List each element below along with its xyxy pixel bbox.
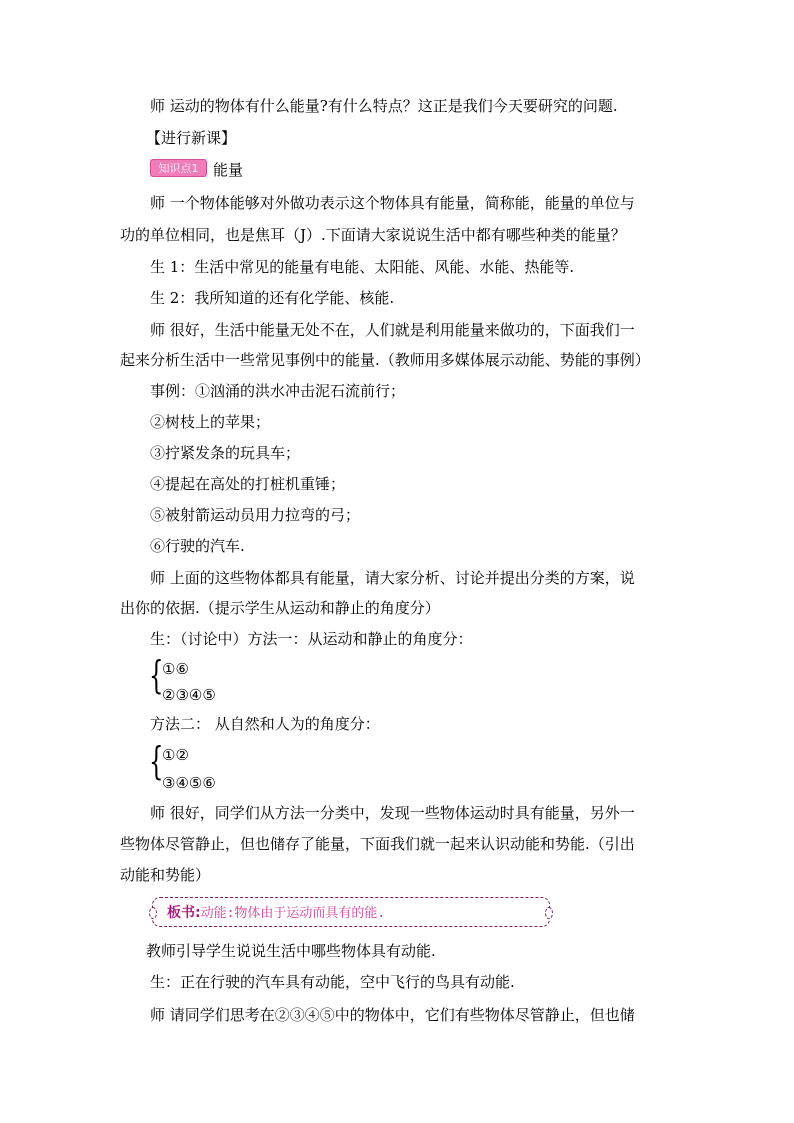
group-item: ③④⑤⑥ [162, 774, 216, 792]
section-heading-new-lesson: 【进行新课】 [146, 129, 237, 147]
method-one-line: 生：（讨论中）方法一：从运动和静止的角度分： [150, 630, 473, 648]
blackboard-text: 动能:物体由于运动而具有的能. [200, 906, 386, 921]
example-item: 事例：①汹涌的洪水冲击泥石流前行； [150, 382, 406, 400]
paragraph-line: 动能和势能） [120, 866, 211, 884]
paragraph-line: 师 上面的这些物体都具有能量，请大家分析、讨论并提出分类的方案，说 [150, 569, 635, 587]
method-two-line: 方法二： 从自然和人为的角度分： [150, 715, 380, 733]
example-item: ③拧紧发条的玩具车； [150, 444, 301, 462]
group-item: ①⑥ [162, 660, 189, 678]
brace-icon: { [149, 739, 164, 783]
knowledge-point-badge: 知识点1 [150, 159, 207, 177]
example-item: ②树枝上的苹果； [150, 413, 271, 431]
paragraph-line: 些物体尽管静止，但也储存了能量，下面我们就一起来认识动能和势能.（引出 [120, 835, 635, 853]
paragraph-line: 生：正在行驶的汽车具有动能，空中飞行的鸟具有动能. [150, 973, 515, 991]
paragraph-line: 师 很好，同学们从方法一分类中，发现一些物体运动时具有能量，另外一 [150, 804, 635, 822]
brace-icon: { [149, 653, 164, 697]
example-item: ④提起在高处的打桩机重锤； [150, 475, 346, 493]
paragraph-line: 教师引导学生说说生活中哪些物体具有动能. [146, 942, 436, 960]
paragraph-line: 功的单位相同，也是焦耳（J）.下面请大家说说生活中都有哪些种类的能量？ [120, 226, 626, 244]
blackboard-label: 板书: [167, 905, 201, 921]
scroll-cap-icon [545, 907, 553, 919]
intro-question: 师 运动的物体有什么能量?有什么特点？这正是我们今天要研究的问题. [150, 97, 618, 115]
paragraph-line: 生 1：生活中常见的能量有电能、太阳能、风能、水能、热能等. [150, 258, 575, 276]
example-item: ⑤被射箭运动员用力拉弯的弓； [150, 506, 361, 524]
group-item: ①② [162, 746, 189, 764]
example-item: ⑥行驶的汽车. [150, 537, 245, 555]
blackboard-note [167, 903, 385, 924]
knowledge-point-title: 能量 [213, 161, 244, 179]
blackboard-note-box [152, 897, 550, 927]
scroll-cap-icon [149, 907, 157, 919]
paragraph-line: 师 很好，生活中能量无处不在，人们就是利用能量来做功的，下面我们一 [150, 321, 635, 339]
paragraph-line: 生 2：我所知道的还有化学能、核能. [150, 289, 395, 307]
paragraph-line: 师 一个物体能够对外做功表示这个物体具有能量，简称能，能量的单位与 [150, 194, 635, 212]
paragraph-line: 师 请同学们思考在②③④⑤中的物体中，它们有些物体尽管静止，但也储 [150, 1006, 635, 1024]
group-item: ②③④⑤ [162, 686, 216, 704]
paragraph-line: 起来分析生活中一些常见事例中的能量.（教师用多媒体展示动能、势能的事例） [120, 351, 650, 369]
paragraph-line: 出你的依据.（提示学生从运动和静止的角度分） [120, 599, 440, 617]
